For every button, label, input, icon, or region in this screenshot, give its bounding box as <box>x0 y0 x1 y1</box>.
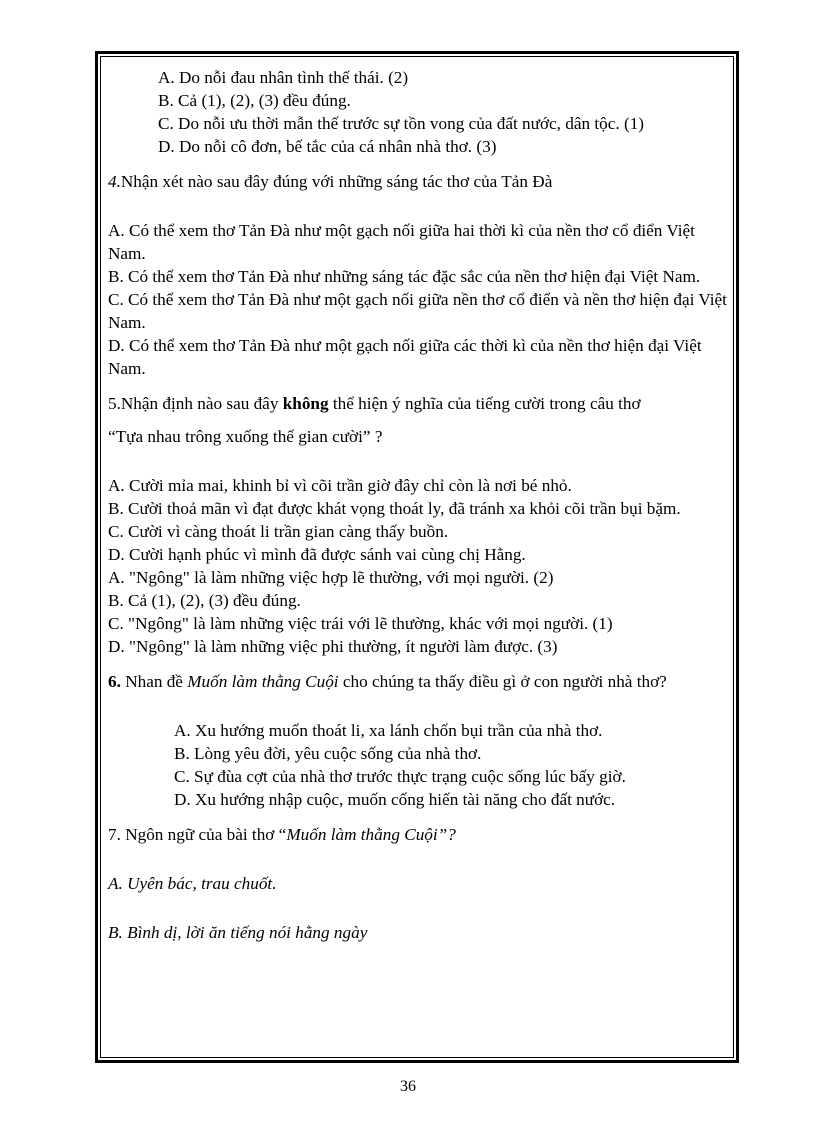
option-a: A. Có thể xem thơ Tản Đà như một gạch nối giữa hai thời kì của nền thơ cổ điển Việt Nam. <box>108 221 695 263</box>
document-body <box>108 66 732 944</box>
question-4-options <box>108 219 732 380</box>
option-b: B. Cười thoả mãn vì đạt được khát vọng thoát ly, đã tránh xa khỏi cõi trần bụi bặm. <box>108 499 681 518</box>
option-d: D. Do nỗi cô đơn, bế tắc của cá nhân nhà thơ. (3) <box>158 137 497 156</box>
question-5-quote: “Tựa nhau trông xuống thế gian cười” ? <box>108 427 383 446</box>
option-b: B. Bình dị, lời ăn tiếng nói hằng ngày <box>108 923 368 942</box>
question-4-text: Nhận xét nào sau đây đúng với những sáng tác thơ của Tản Đà <box>120 172 553 191</box>
option-d: D. Xu hướng nhập cuộc, muốn cống hiến tài năng cho đất nước. <box>174 790 616 809</box>
option-c: C. Sự đùa cợt của nhà thơ trước thực trạng cuộc sống lúc bấy giờ. <box>174 767 626 786</box>
option-d: D. "Ngông" là làm những việc phi thường, ít người làm được. (3) <box>108 637 558 656</box>
question-7-text-end: ”? <box>437 825 456 844</box>
option-c: C. Cười vì càng thoát li trần gian càng thấy buồn. <box>108 522 449 541</box>
question-5-text-end: thể hiện ý nghĩa của tiếng cười trong câu thơ <box>328 394 641 413</box>
option-b: B. Có thể xem thơ Tản Đà như những sáng tác đặc sắc của nền thơ hiện đại Việt Nam. <box>108 267 701 286</box>
option-a: A. Cười mỉa mai, khinh bỉ vì cõi trần giờ đây chỉ còn là nơi bé nhỏ. <box>108 476 572 495</box>
option-a: A. "Ngông" là làm những việc hợp lẽ thường, với mọi người. (2) <box>108 568 554 587</box>
option-a: A. Uyên bác, trau chuốt. <box>108 874 277 893</box>
question-5-emphasis: không <box>282 394 329 413</box>
question-6-number: 6. <box>108 672 121 691</box>
option-b: B. Lòng yêu đời, yêu cuộc sống của nhà thơ. <box>174 744 482 763</box>
option-a: A. Do nỗi đau nhân tình thế thái. (2) <box>158 68 409 87</box>
option-d: D. Cười hạnh phúc vì mình đã được sánh vai cùng chị Hằng. <box>108 545 526 564</box>
question-6-text-end: cho chúng ta thấy điều gì ở con người nhà thơ? <box>338 672 667 691</box>
page-number: 36 <box>400 1078 416 1095</box>
option-c: C. "Ngông" là làm những việc trái với lẽ thường, khác với mọi người. (1) <box>108 614 613 633</box>
question-6-text-start: Nhan đề <box>120 672 188 691</box>
question-5-text-start: 5.Nhận định nào sau đây <box>108 394 283 413</box>
question-4 <box>108 170 732 193</box>
question-6 <box>108 670 732 693</box>
poem-title: Muốn làm thằng Cuội <box>187 672 339 691</box>
option-d: D. Có thể xem thơ Tản Đà như một gạch nối giữa các thời kì của nền thơ hiện đại Việt Nam. <box>108 336 702 378</box>
option-c: C. Do nỗi ưu thời mẫn thế trước sự tồn vong của đất nước, dân tộc. (1) <box>158 114 645 133</box>
question-7-text-start: 7. Ngôn ngữ của bài thơ “ <box>108 825 287 844</box>
option-a: A. Xu hướng muốn thoát li, xa lánh chốn bụi trần của nhà thơ. <box>174 721 603 740</box>
poem-title: Muốn làm thằng Cuội <box>286 825 438 844</box>
question-5 <box>108 392 732 415</box>
question-5-options <box>108 474 732 658</box>
question-6-options <box>108 719 732 811</box>
option-b: B. Cả (1), (2), (3) đều đúng. <box>108 591 301 610</box>
question-7 <box>108 823 732 846</box>
question-4-number: 4. <box>108 172 121 191</box>
option-b: B. Cả (1), (2), (3) đều đúng. <box>158 91 351 110</box>
previous-question-options <box>108 66 732 158</box>
option-c: C. Có thể xem thơ Tản Đà như một gạch nối giữa nền thơ cổ điển và nền thơ hiện đại Việt Nam. <box>108 290 727 332</box>
